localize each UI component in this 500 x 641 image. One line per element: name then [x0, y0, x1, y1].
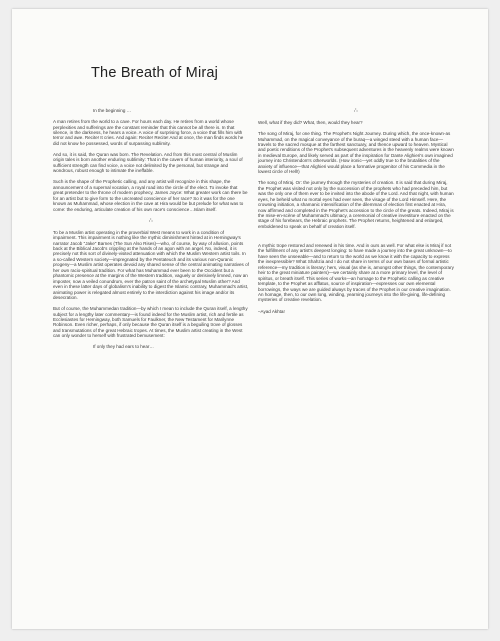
indented-line: In the beginning …: [93, 108, 132, 113]
section-divider: ∴: [148, 217, 154, 224]
section-gap: [258, 235, 454, 243]
paragraph: To be a Muslim artist operating in the proverbial West means to work in a condition of impairment. This impairment is nothing like the mythic diminishment hinted at in Hemingway's narrator Jacob "Jake" Barnes (The Sun Also Rises)—who, of course, by way of allusion, points back at the Biblical Jacob's crippling at the hands of an agon with an angel. No, indeed, it is precisely not this sort of divinely-visited attenuation with which the Muslim Western artist toils. In a so-called Western society—impregnated by the Pentateuch and its various non-Quranic progeny—a Muslim artist operates devoid any shared sense of the central animating narratives of her own racio-spiritual tradition. For what has Muhammad ever been to the Occident but a phantomic presence at the margins of the Western tradition, vaguely or derisively limned, now an imposter, now a veiled conundrum, ever the patron saint of the archetypal Muslim other? And even in these latter days of globalism's inability to digest the Islamic contrary, Muhammad's artist, animating power is relegated almost entirely to the interdiction against his image and/or its desecration.: [53, 229, 249, 301]
paragraph: But of course, the Muhammedan tradition—by which I mean to include the Quran itself, a lengthy subject for a lengthy later commentary—is found indeed for the Muslim artist, rich and fertile as Ecclesiastes for Hemingway, both Samuels for Faulkner, the New Testament for Marilynne Robinson. Even richer, perhaps, if only because the Quran itself is a beguiling trove of glosses and transmutations of the great Hebraic tropes. At times, the Muslim artist creating in the West can only wonder to herself with frustrated bemusement:: [53, 306, 248, 339]
paragraph: Such is the shape of the Prophetic calling, and any artist will recognize in this shape, the announcement of a supernal vocation, a royal road into the circle of the elect. To invoke that great pretender to the throne of modern prophecy, James Joyce: What greater work can there be for an artist but to give form to the uncreated conscience of her race? So it was for the one known as Muhammad, whose election in the cave at Hira would be but prelude for what was to come: the enduring, articulate creation of his own race's conscience…Islam itself.: [53, 179, 248, 212]
indented-line: If only they had ears to hear…: [93, 344, 154, 350]
author-signature: –Ayad Akhtar: [258, 308, 285, 314]
left-column: [53, 108, 249, 355]
page-title: The Breath of Miraj: [91, 65, 219, 81]
paragraph: The song of Miraj. Or: the journey through the mysteries of creation. It is said that during Miraj, the Prophet was visited not only by the succession of the prophets who had preceded him, but was the only one of them ever to be invited into the abode of the Lord. And that night, with human eyes, he beheld what no mortal eyes had ever seen, the visage of the Lord Himself. Here, the crowning initiation, a shamanic intensification of the dilemmas of election first enacted at Hira, now affirmed and completed in the Prophet's accession to the circle of the greats. Indeed, Miraj is the mise-en-scène of Muhammad's ultimacy, a ceremonial of creative investiture enacted on the stage of his forebears, the Hebraic prophets. The Prophet returns, heightened and enlarged, emboldened to speak on behalf of creation itself.: [258, 180, 454, 229]
paragraph: A mythic trope restored and renewed in his time. And in ours as well. For what else is Miraj if not the fulfillment of any artist's deepest longing: to have made a journey into the great unknown—to have seen the unseeable—and to return to the world as we know it with the capacity to express the inexpressible? What Shahzia and I do not share in terms of our own bases of formal artistic reference—my tradition is literary; hers, visual (as she is, amongst other things, the contemporary heir to the great miniature painters)—we certainly share at a more primary level, the level of spiritus, or breath itself. This series of works—an homage to the Prophetic calling as creative template, to the Prophet as afflatus, source of inspiration—expresses our own elemental borrowings, the ways we are guided always by traces of the Prophet in our creative imagination. An homage, then, to our own long, winding, yearning journeys into the life-giving, life-defining mysteries of creative revelation.: [258, 242, 454, 303]
document-page: [12, 9, 488, 629]
right-column: [258, 108, 454, 320]
section-divider: ∴: [353, 108, 359, 114]
paragraph: And so, it is said, the Quran was born. The Revelation. And from this most central of Muslim origin tales is born another enduring sublimity: That in the cavern of human interiority, a soul of sufficient strength can find voice, a voice not delimited by the personal, but strange and wondrous, robust enough to intimate the ineffable.: [53, 151, 243, 174]
paragraph: Well, what if they did? What, then, would they hear?: [258, 120, 363, 125]
paragraph: A man retires from the world to a cave. For hours each day. He retires from a world whose perplexities and sufferings are the constant reminder that this cannot be all there is. In that silence, in the darkness, he hears a voice. A voice of surprising force, a voice that fills him with terror and awe. Recite! It cries. And again: Recite! Recite! And at once, the man finds words he did not know he possessed, words of surpassing sublimity.: [53, 119, 244, 146]
paragraph: The song of Miraj, for one thing. The Prophet's Night Journey. During which, the once-known-as Muhammad, on the magical conveyance of the buraq—a winged steed with a human face—travels to the sacred mosque at the farthest sanctuary, and thence upward to heaven. Mystical and poetic renditions of the Prophet's subsequent adventures in the heavenly realms were known in medieval Europe, and likely served as part of the inspiration for Dante Alighieri's own imagined journey into Christendom's otherworlds. (How ironic—yet oddly true to the brutalities of the anxiety of influence—that Alighieri would place a formative progenitor of his Commedia in the lowest circle of Hell!): [258, 131, 454, 175]
